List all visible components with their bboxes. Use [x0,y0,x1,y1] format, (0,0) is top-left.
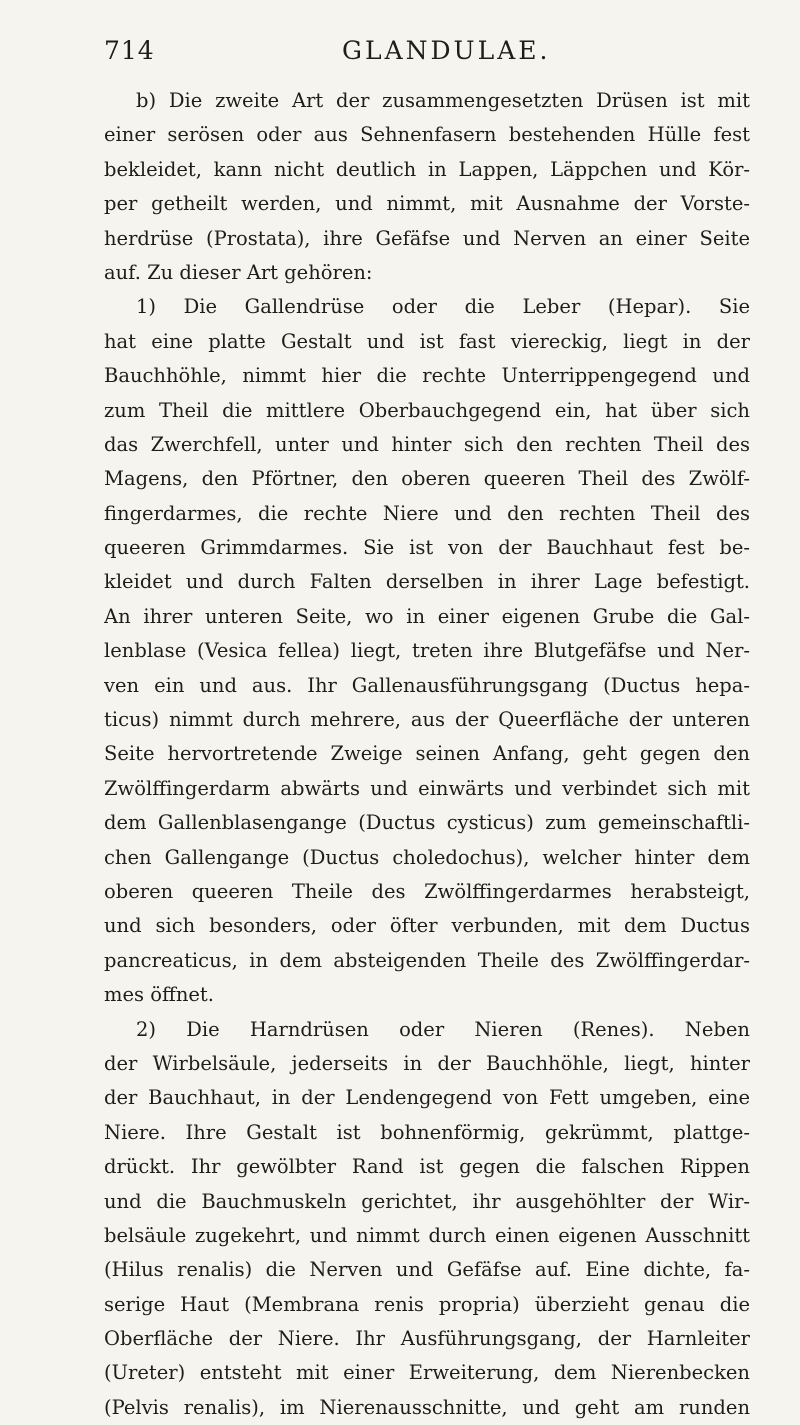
text-line: Zwölffingerdarm abwärts und einwärts und verbindet sich mit [104,776,750,800]
page-number: 714 [104,36,155,65]
text-line: ticus) nimmt durch mehrere, aus der Queerfläche der unteren [104,708,750,732]
text-line: 2) Die Harndrüsen oder Nieren (Renes). Neben [136,1017,750,1041]
text-line: drückt. Ihr gewölbter Rand ist gegen die falschen Rippen [104,1155,750,1179]
text-line: serige Haut (Membrana renis propria) überzieht genau die [104,1292,750,1316]
text-line: und die Bauchmuskeln gerichtet, ihr ausgehöhlter der Wir- [104,1189,750,1213]
body-text [104,84,750,1425]
text-line: mes öffnet. [104,983,214,1007]
text-line: b) Die zweite Art der zusammengesetzten Drüsen ist mit [136,89,750,112]
text-line: chen Gallengange (Ductus choledochus), welcher hinter dem [104,845,750,869]
text-line: (Pelvis renalis), im Nierenausschnitte, und geht am runden [104,1395,750,1419]
text-line: Magens, den Pförtner, den oberen queeren Theil des Zwölf- [104,467,750,491]
text-line: ven ein und aus. Ihr Gallenausführungsgang (Ductus hepa- [104,673,750,697]
text-line: der Bauchhaut, in der Lendengegend von Fett umgeben, eine [104,1086,750,1110]
text-line: fingerdarmes, die rechte Niere und den rechten Theil des [104,501,750,525]
text-line: An ihrer unteren Seite, wo in einer eigenen Grube die Gal- [104,604,750,628]
text-line: kleidet und durch Falten derselben in ihrer Lage befestigt. [104,570,750,594]
text-line: einer serösen oder aus Sehnenfasern bestehenden Hülle fest [104,123,750,147]
running-head: GLANDULAE. [342,36,551,65]
text-line: der Wirbelsäule, jederseits in der Bauchhöhle, liegt, hinter [104,1051,750,1075]
text-line: das Zwerchfell, unter und hinter sich den rechten Theil des [104,432,750,456]
page-header [104,28,750,78]
text-line: und sich besonders, oder öfter verbunden, mit dem Ductus [104,914,750,938]
text-line: herdrüse (Prostata), ihre Gefäfse und Nerven an einer Seite [104,226,750,250]
text-line: Bauchhöhle, nimmt hier die rechte Unterrippengegend und [104,364,750,388]
text-line: auf. Zu dieser Art gehören: [104,260,373,284]
text-line: queeren Grimmdarmes. Sie ist von der Bauchhaut fest be- [104,536,750,560]
text-line: Seite hervortretende Zweige seinen Anfang, geht gegen den [104,742,750,766]
text-line: bekleidet, kann nicht deutlich in Lappen, Läppchen und Kör- [104,157,750,181]
text-line: (Ureter) entsteht mit einer Erweiterung, dem Nierenbecken [104,1361,750,1385]
text-line: per getheilt werden, und nimmt, mit Ausnahme der Vorste- [104,192,750,216]
text-line: Oberfläche der Niere. Ihr Ausführungsgang, der Harnleiter [104,1327,750,1351]
text-line: Niere. Ihre Gestalt ist bohnenförmig, gekrümmt, plattge- [104,1120,750,1144]
text-line: pancreaticus, in dem absteigenden Theile des Zwölffingerdar- [104,948,750,972]
text-line: zum Theil die mittlere Oberbauchgegend ein, hat über sich [104,398,750,422]
text-line: oberen queeren Theile des Zwölffingerdarmes herabsteigt, [104,879,750,903]
text-line: 1) Die Gallendrüse oder die Leber (Hepar). Sie [136,295,750,319]
text-line: dem Gallenblasengange (Ductus cysticus) zum gemeinschaftli- [104,811,750,835]
text-line: lenblase (Vesica fellea) liegt, treten ihre Blutgefäfse und Ner- [104,639,750,663]
text-line: belsäule zugekehrt, und nimmt durch einen eigenen Ausschnitt [104,1223,750,1247]
text-line: hat eine platte Gestalt und ist fast viereckig, liegt in der [104,329,750,353]
text-line: (Hilus renalis) die Nerven und Gefäfse auf. Eine dichte, fa- [104,1258,750,1282]
